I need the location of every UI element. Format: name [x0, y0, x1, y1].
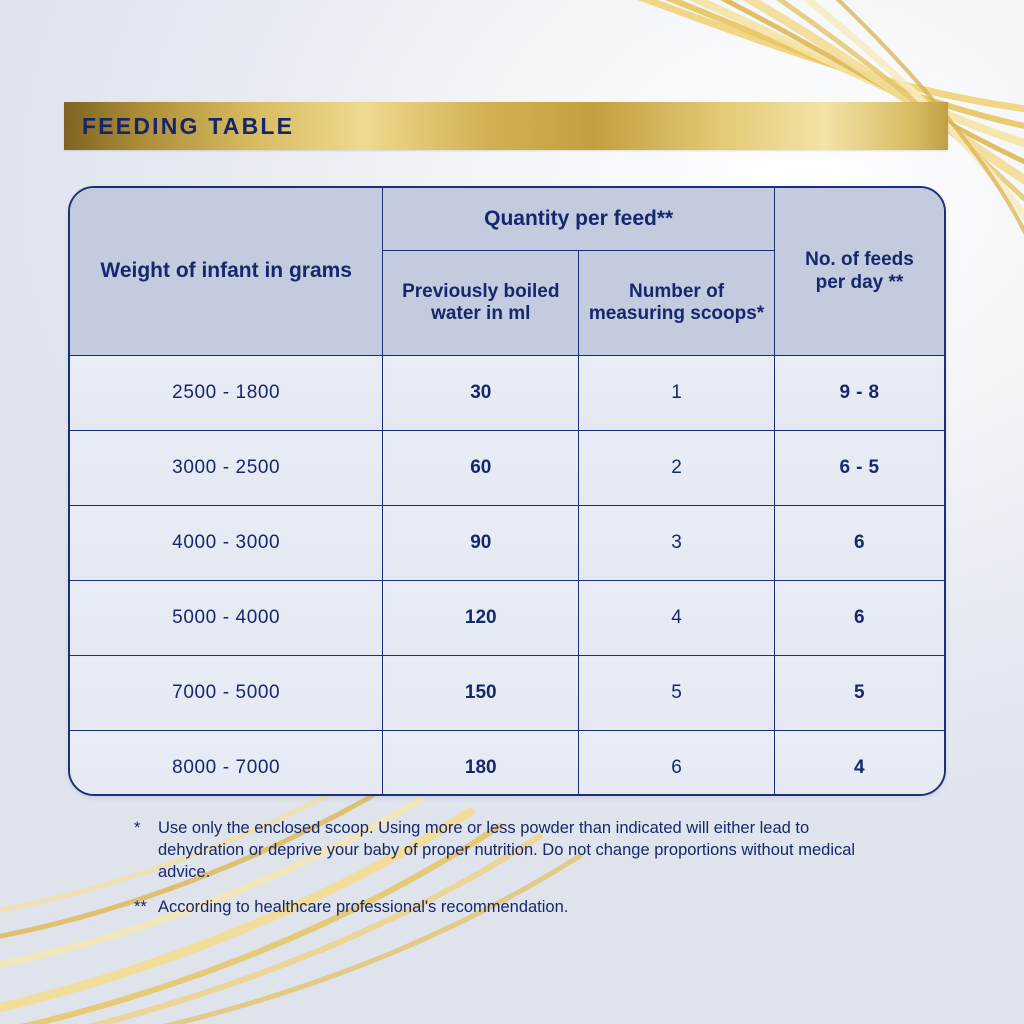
- cell-feeds-per-day: 9 - 8: [774, 356, 944, 431]
- column-header-boiled-water-line1: Previously boiled: [402, 280, 560, 302]
- column-header-measuring-scoops-line1: Number of: [629, 280, 725, 302]
- cell-measuring-scoops: 2: [579, 431, 775, 506]
- footnote-text: Use only the enclosed scoop. Using more or less powder than indicated will either lead to dehydration or deprive your baby of proper nutrition. Do not change proportions without medical advice.: [158, 819, 856, 881]
- cell-measuring-scoops: 1: [579, 356, 775, 431]
- footnotes: [134, 818, 894, 933]
- cell-boiled-water: 150: [383, 656, 579, 731]
- column-header-feeds-per-day-line1: No. of feeds: [805, 249, 914, 271]
- cell-measuring-scoops: 3: [579, 506, 775, 581]
- column-header-boiled-water-line2: water in ml: [431, 303, 531, 324]
- feeding-table: [70, 188, 944, 796]
- feeding-table-card: [68, 186, 946, 796]
- table-body: [70, 356, 944, 797]
- table-head: [70, 188, 944, 356]
- cell-boiled-water: 180: [383, 731, 579, 797]
- table-row: [70, 356, 944, 431]
- cell-weight: 7000 - 5000: [70, 656, 383, 731]
- cell-feeds-per-day: 6: [774, 506, 944, 581]
- cell-feeds-per-day: 6: [774, 581, 944, 656]
- cell-feeds-per-day: 5: [774, 656, 944, 731]
- footnote-marker: **: [134, 898, 147, 917]
- table-row: [70, 581, 944, 656]
- cell-measuring-scoops: 4: [579, 581, 775, 656]
- column-header-feeds-per-day: [774, 188, 944, 356]
- cell-weight: 5000 - 4000: [70, 581, 383, 656]
- footnote: [134, 818, 894, 883]
- column-header-feeds-per-day-line2: per day **: [815, 271, 904, 293]
- footnote: [134, 897, 894, 919]
- cell-boiled-water: 90: [383, 506, 579, 581]
- table-header-row-top: [70, 188, 944, 251]
- column-header-quantity-per-feed: Quantity per feed**: [383, 188, 775, 251]
- column-header-measuring-scoops-line2: measuring scoops*: [588, 303, 765, 324]
- column-header-weight: Weight of infant in grams: [70, 188, 383, 356]
- table-row: [70, 506, 944, 581]
- table-row: [70, 731, 944, 797]
- cell-measuring-scoops: 5: [579, 656, 775, 731]
- table-row: [70, 431, 944, 506]
- cell-feeds-per-day: 4: [774, 731, 944, 797]
- cell-measuring-scoops: 6: [579, 731, 775, 797]
- cell-weight: 4000 - 3000: [70, 506, 383, 581]
- footnote-text: According to healthcare professional's recommendation.: [158, 898, 569, 917]
- cell-weight: 2500 - 1800: [70, 356, 383, 431]
- cell-weight: 3000 - 2500: [70, 431, 383, 506]
- cell-boiled-water: 30: [383, 356, 579, 431]
- footnote-marker: *: [134, 819, 141, 837]
- cell-feeds-per-day: 6 - 5: [774, 431, 944, 506]
- feeding-table-header-band: [64, 102, 948, 150]
- column-header-measuring-scoops: [579, 251, 775, 356]
- table-row: [70, 656, 944, 731]
- column-header-boiled-water: [383, 251, 579, 356]
- cell-weight: 8000 - 7000: [70, 731, 383, 797]
- cell-boiled-water: 120: [383, 581, 579, 656]
- cell-boiled-water: 60: [383, 431, 579, 506]
- page-title: FEEDING TABLE: [82, 112, 295, 139]
